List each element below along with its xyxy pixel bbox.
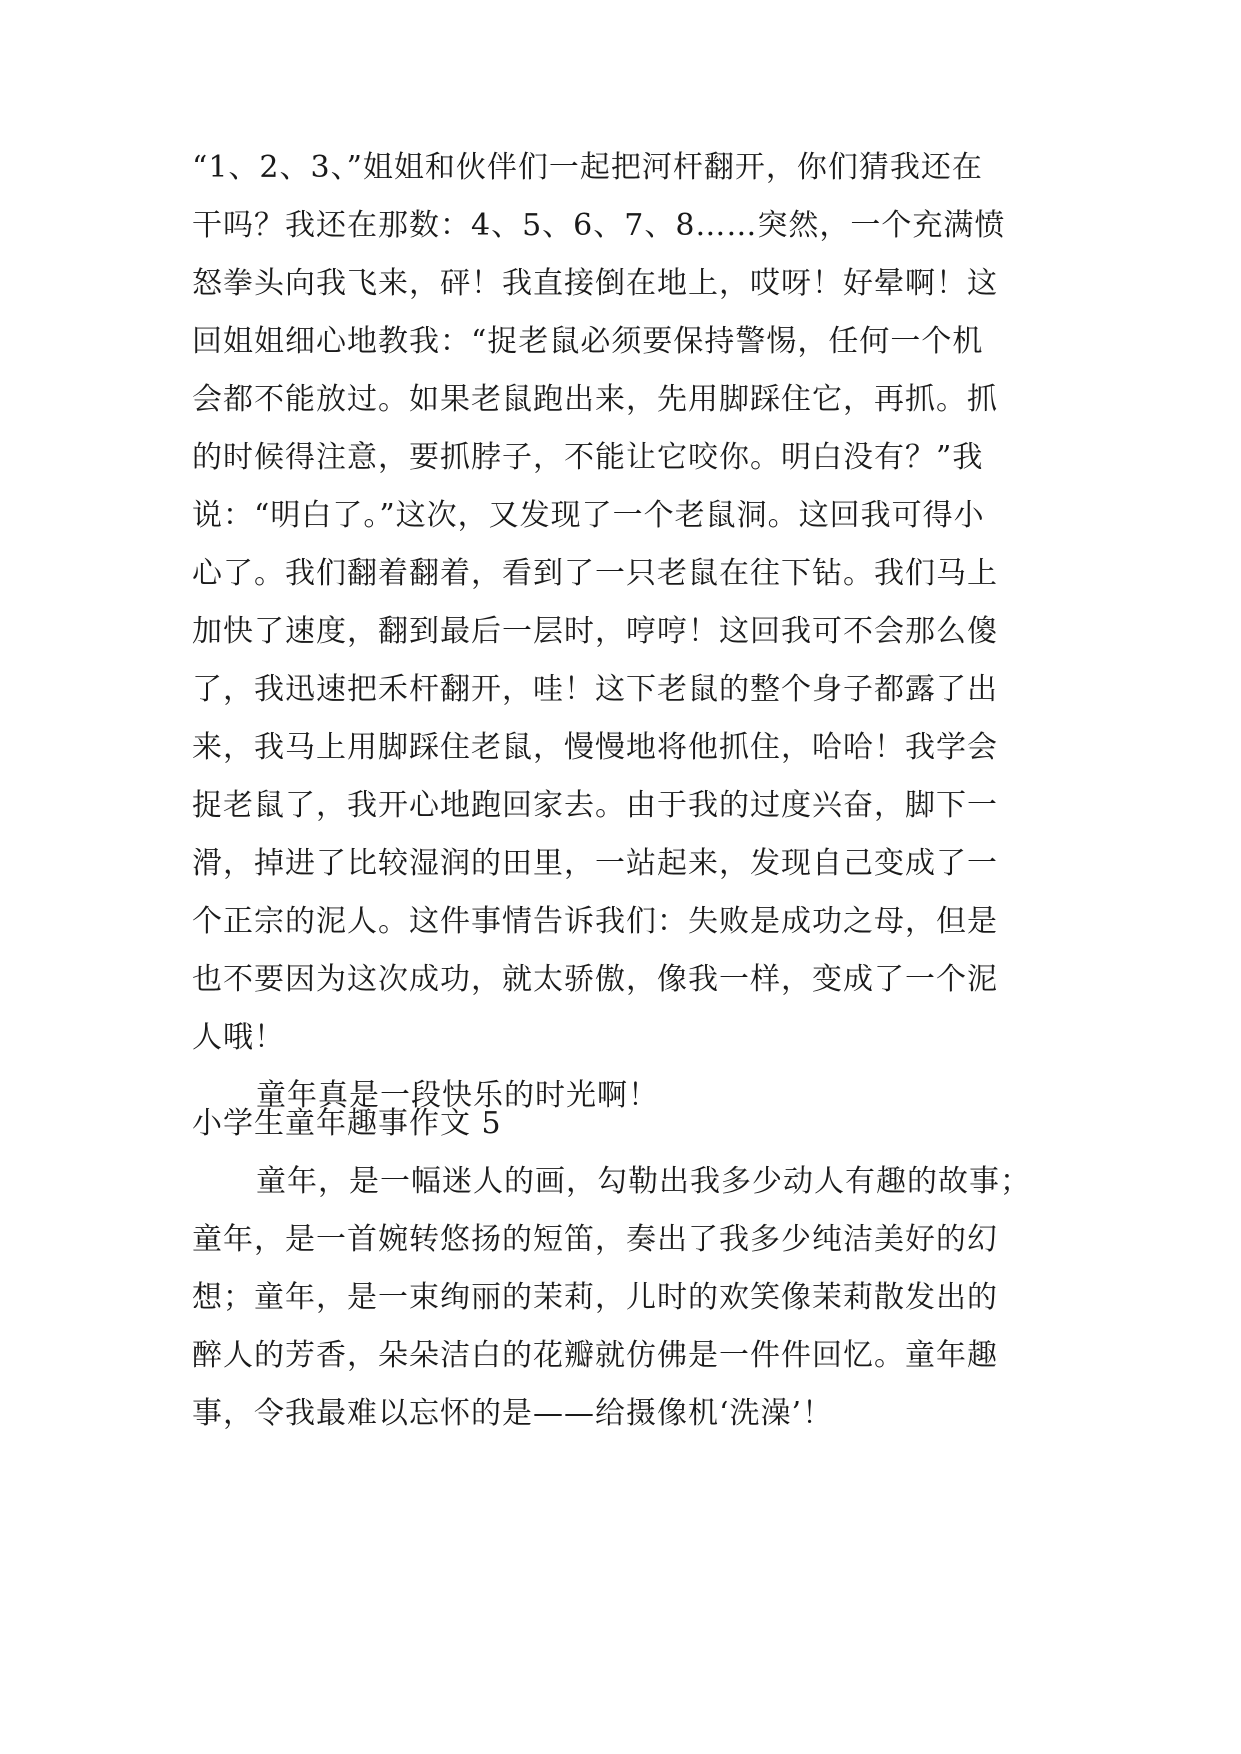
paragraph-line: 醉人的芳香，朵朵洁白的花瓣就仿佛是一件件回忆。童年趣 [192,1338,998,1373]
paragraph-line: 加快了速度，翻到最后一层时，哼哼！这回我可不会那么傻 [192,614,998,649]
paragraph-line: 的时候得注意，要抓脖子，不能让它咬你。明白没有？”我 [192,440,984,475]
paragraph-line: 了，我迅速把禾杆翻开，哇！这下老鼠的整个身子都露了出 [192,672,998,707]
paragraph-line: 事，令我最难以忘怀的是——给摄像机‘洗澡’！ [192,1396,834,1431]
paragraph-line: 说：“明白了。”这次，又发现了一个老鼠洞。这回我可得小 [192,498,985,533]
closing-line: 童年真是一段快乐的时光啊！ [256,1078,659,1113]
paragraph-line: “1、2、3、”姐姐和伙伴们一起把河杆翻开，你们猜我还在 [192,150,983,185]
paragraph-line: 来，我马上用脚踩住老鼠，慢慢地将他抓住，哈哈！我学会 [192,730,998,765]
paragraph-line: 想；童年，是一束绚丽的茉莉，儿时的欢笑像茉莉散发出的 [192,1280,998,1315]
paragraph-line: 滑，掉进了比较湿润的田里，一站起来，发现自己变成了一 [192,846,998,881]
paragraph-line: 人哦！ [192,1020,285,1055]
paragraph-line: 怒拳头向我飞来，砰！我直接倒在地上，哎呀！好晕啊！这 [192,266,998,301]
paragraph-line: 心了。我们翻着翻着，看到了一只老鼠在往下钻。我们马上 [192,556,998,591]
paragraph-line: 回姐姐细心地教我：“捉老鼠必须要保持警惕，任何一个机 [192,324,984,359]
paragraph-line: 会都不能放过。如果老鼠跑出来，先用脚踩住它，再抓。抓 [192,382,998,417]
paragraph-line: 也不要因为这次成功，就太骄傲，像我一样，变成了一个泥 [192,962,998,997]
paragraph-line: 童年，是一幅迷人的画，勾勒出我多少动人有趣的故事； [256,1164,1031,1199]
paragraph-line: 童年，是一首婉转悠扬的短笛，奏出了我多少纯洁美好的幻 [192,1222,998,1257]
section-title: 小学生童年趣事作文 5 [192,1106,502,1141]
paragraph-line: 干吗？我还在那数：4、5、6、7、8……突然，一个充满愤 [192,208,1006,243]
paragraph-line: 捉老鼠了，我开心地跑回家去。由于我的过度兴奋，脚下一 [192,788,998,823]
paragraph-line: 个正宗的泥人。这件事情告诉我们：失败是成功之母，但是 [192,904,998,939]
